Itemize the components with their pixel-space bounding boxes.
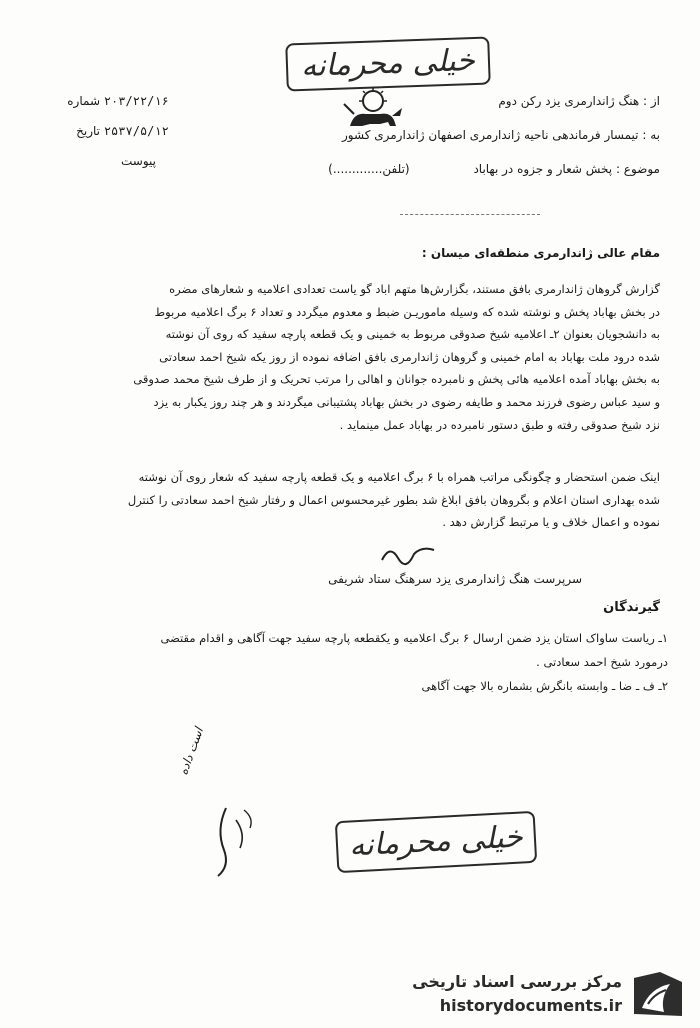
to-label: به :	[642, 128, 660, 142]
recipients-title: گیرندگان	[603, 600, 660, 615]
from-line	[498, 94, 660, 108]
subject-value: پخش شعار و جزوه در بهاباد	[473, 162, 613, 176]
body-line: شده بهداری استان اعلام و بگروهان بافق ابلاغ شد بطور غیرمحسوس اعمال و رفتار شیخ احمد سعادتی را کنترل	[127, 492, 660, 507]
letter-date	[54, 124, 169, 138]
phone-field: (تلفن.............)	[328, 162, 410, 176]
letter-date-value: ۲۵۳۷/۵/۱۲	[103, 124, 169, 138]
signer-line: سرپرست هنگ ژاندارمری یزد سرهنگ ستاد شریفی	[328, 572, 582, 586]
margin-signature-icon	[196, 800, 266, 880]
archive-logo-icon	[630, 968, 686, 1020]
body-line: به بخش بهاباد آمده اعلامیه هائی پخش و نامبرده جوانان و اهالی را مرتب تحریک و از طرف شیخ محمد صدوقی	[133, 372, 660, 387]
archive-url[interactable]: historydocuments.ir	[439, 996, 622, 1015]
lion-and-sun-emblem-icon	[340, 86, 406, 132]
salutation: مقام عالی ژاندارمری منطقه‌ای میسان :	[421, 246, 660, 260]
recipients-list	[50, 626, 668, 698]
letter-number	[54, 94, 169, 108]
classification-stamp-top: خیلی محرمانه	[285, 36, 491, 91]
to-line	[342, 128, 660, 142]
letter-number-label: شماره	[67, 94, 100, 108]
body-line: نموده و اعمال خلاف و یا مرتبط گزارش دهد .	[442, 515, 660, 530]
letter-date-label: تاریخ	[76, 124, 100, 138]
body-line: اینک ضمن استحضار و چگونگی مراتب همراه با ۶ برگ اعلامیه و یک قطعه پارچه سفید که شعار روی آن نوشته	[138, 470, 660, 484]
to-value: تیمسار فرماندهی ناحیه ژاندارمری اصفهان ژاندارمری کشور	[342, 128, 639, 142]
body-line: گزارش گروهان ژاندارمری بافق مستند، بگزارش‌ها متهم اباد گو یاست تعدادی اعلامیه و شعارهای مضره	[169, 282, 660, 296]
subject-label: موضوع :	[615, 162, 660, 176]
body-line: و سید عباس رضوی فرزند محمد و طایفه رضوی در بخش بهاباد پشتیبانی میگردند و هر چند روز یکبار به یزد	[153, 394, 660, 409]
body-line: به دانشجویان بعنوان ۲ـ اعلامیه شیخ صدوقی مربوط به خمینی و یک قطعه پارچه سفید که روی آن نوشته	[165, 327, 660, 342]
recipient-item: درمورد شیخ احمد سعادتی .	[536, 655, 668, 669]
recipient-item: ۱ـ ریاست ساواک استان یزد ضمن ارسال ۶ برگ اعلامیه و یکقطعه پارچه سفید جهت آگاهی و اقدام مقتضی	[160, 631, 668, 645]
margin-note: است داده	[176, 725, 207, 777]
classification-stamp-bottom: خیلی محرمانه	[335, 811, 537, 873]
body-line: شده درود ملت بهاباد به امام خمینی و گروهان ژاندارمری بافق اضافه نموده از روز یکه شیخ احمد سعادتی	[159, 349, 660, 364]
subject-line	[328, 162, 660, 176]
from-label: از :	[643, 94, 660, 108]
letter-number-value: ۲۰۳/۲۲/۱۶	[103, 94, 169, 108]
header-divider	[400, 214, 540, 215]
signature-scribble-icon	[378, 540, 438, 568]
from-value: هنگ ژاندارمری یزد رکن دوم	[498, 94, 640, 108]
body-paragraph-1	[32, 278, 660, 436]
letter-attachment	[110, 154, 156, 168]
recipient-item: ۲ـ ف ـ ضا ـ وابسته بانگرش بشماره بالا جهت آگاهی	[421, 679, 668, 693]
body-line: در بخش بهاباد پخش و نوشته شده که وسیله ماموریـن ضبط و معدوم میگردد و تعداد ۶ برگ اعلامیه مربوط	[154, 304, 660, 319]
archive-name: مرکز بررسی اسناد تاریخی	[412, 972, 622, 991]
body-line: نزد شیخ صدوقی رفته و طبق دستور نامبرده در بهاباد عمل مینماید .	[339, 417, 660, 432]
body-paragraph-2	[32, 466, 660, 534]
letter-attachment-label: پیوست	[121, 154, 156, 168]
